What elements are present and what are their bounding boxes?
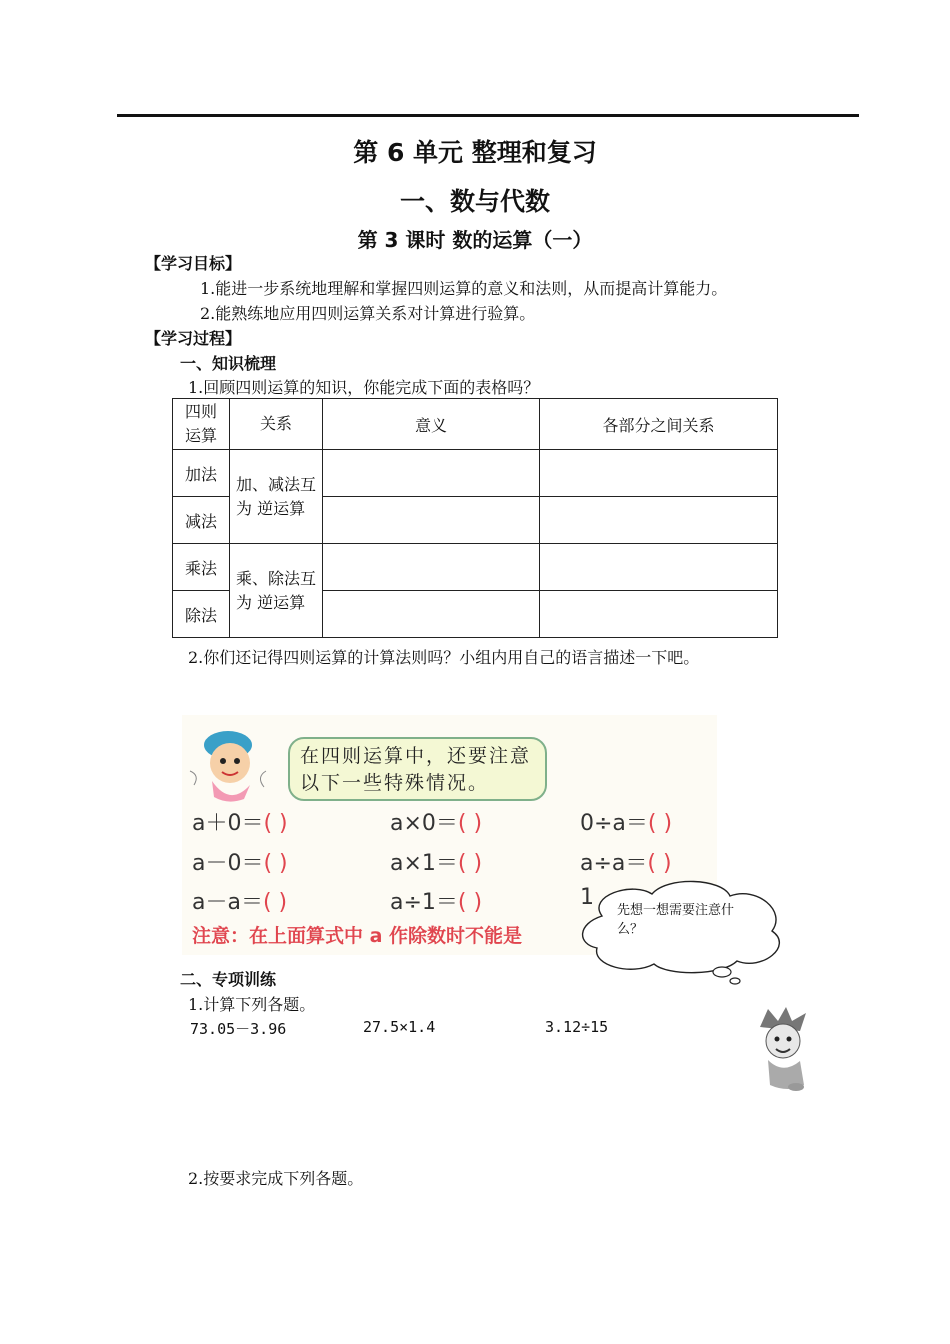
answer-blank[interactable]: ( ) (263, 811, 288, 836)
tip-bubble: 在四则运算中，还要注意以下一些特殊情况。 (288, 737, 547, 801)
answer-blank[interactable]: ( ) (457, 890, 483, 915)
note-text: 注意：在上面算式中 a 作除数时不能是 (192, 925, 523, 947)
goal-item: 2.能熟练地应用四则运算关系对计算进行验算。 (200, 304, 536, 323)
equation-text: a÷a＝ (580, 851, 648, 876)
question-2: 2.你们还记得四则运算的计算法则吗？小组内用自己的语言描述一下吧。 (188, 648, 700, 667)
answer-cell[interactable] (540, 450, 778, 497)
answer-cell[interactable] (323, 544, 540, 591)
question-1: 1.回顾四则运算的知识，你能完成下面的表格吗？ (188, 378, 540, 397)
equation (390, 885, 482, 916)
part2-heading: 二、专项训练 (180, 970, 277, 989)
table-row-label: 乘法 (173, 544, 230, 591)
equation (580, 806, 672, 837)
unit-title: 第 6 单元 整理和复习 (353, 138, 597, 167)
section-title: 一、数与代数 (399, 187, 550, 216)
equation-text: 0÷a＝ (580, 811, 648, 836)
training-question-2: 2.按要求完成下列各题。 (188, 1169, 364, 1188)
equation (192, 846, 288, 877)
cloud-text: 先想一想需要注意什么？ (617, 903, 735, 937)
equation (390, 846, 482, 877)
relation-cell: 加、减法互 为 逆运算 (230, 450, 323, 544)
equation-text: a－a＝ (192, 890, 263, 915)
answer-blank[interactable]: ( ) (457, 851, 483, 876)
answer-blank[interactable]: ( ) (457, 811, 483, 836)
equation-text: a＋0＝ (192, 811, 264, 836)
equation (390, 806, 482, 837)
table-header (173, 399, 230, 450)
equation-text: a×1＝ (390, 851, 458, 876)
training-question-1: 1.计算下列各题。 (188, 995, 316, 1014)
problem: 3.12÷15 (545, 1018, 609, 1036)
boy-cartoon-icon (748, 1005, 818, 1095)
operations-table (172, 398, 778, 638)
answer-cell[interactable] (323, 450, 540, 497)
girl-cartoon-icon (180, 715, 280, 810)
table-header: 各部分之间关系 (540, 399, 778, 450)
goals-heading: 【学习目标】 (145, 254, 242, 273)
answer-cell[interactable] (323, 591, 540, 638)
answer-cell[interactable] (540, 497, 778, 544)
equation-text: a－0＝ (192, 851, 264, 876)
part1-heading: 一、知识梳理 (180, 354, 277, 373)
table-row-label: 减法 (173, 497, 230, 544)
equation (192, 806, 288, 837)
problem: 73.05－3.96 (190, 1020, 287, 1038)
answer-blank[interactable]: ( ) (263, 851, 288, 876)
goal-item: 1.能进一步系统地理解和掌握四则运算的意义和法则，从而提高计算能力。 (200, 279, 728, 298)
equation (580, 846, 672, 877)
equation-text: a÷1＝ (390, 890, 458, 915)
problem: 27.5×1.4 (363, 1018, 436, 1036)
table-row-label: 除法 (173, 591, 230, 638)
relation-cell: 乘、除法互 为 逆运算 (230, 544, 323, 638)
table-header: 意义 (323, 399, 540, 450)
answer-blank[interactable]: ( ) (647, 811, 673, 836)
answer-cell[interactable] (323, 497, 540, 544)
answer-cell[interactable] (540, 591, 778, 638)
header-cell: 四则 运算 (184, 402, 217, 445)
answer-cell[interactable] (540, 544, 778, 591)
top-rule (117, 114, 859, 117)
table-header: 关系 (230, 399, 323, 450)
lesson-title: 第 3 课时 数的运算（一） (357, 228, 593, 252)
answer-blank[interactable]: ( ) (262, 890, 288, 915)
answer-blank[interactable]: ( ) (647, 851, 672, 876)
table-row-label: 加法 (173, 450, 230, 497)
equation-text: a×0＝ (390, 811, 458, 836)
process-heading: 【学习过程】 (145, 329, 242, 348)
equation (192, 885, 287, 916)
equation-text: 1 (580, 885, 594, 910)
